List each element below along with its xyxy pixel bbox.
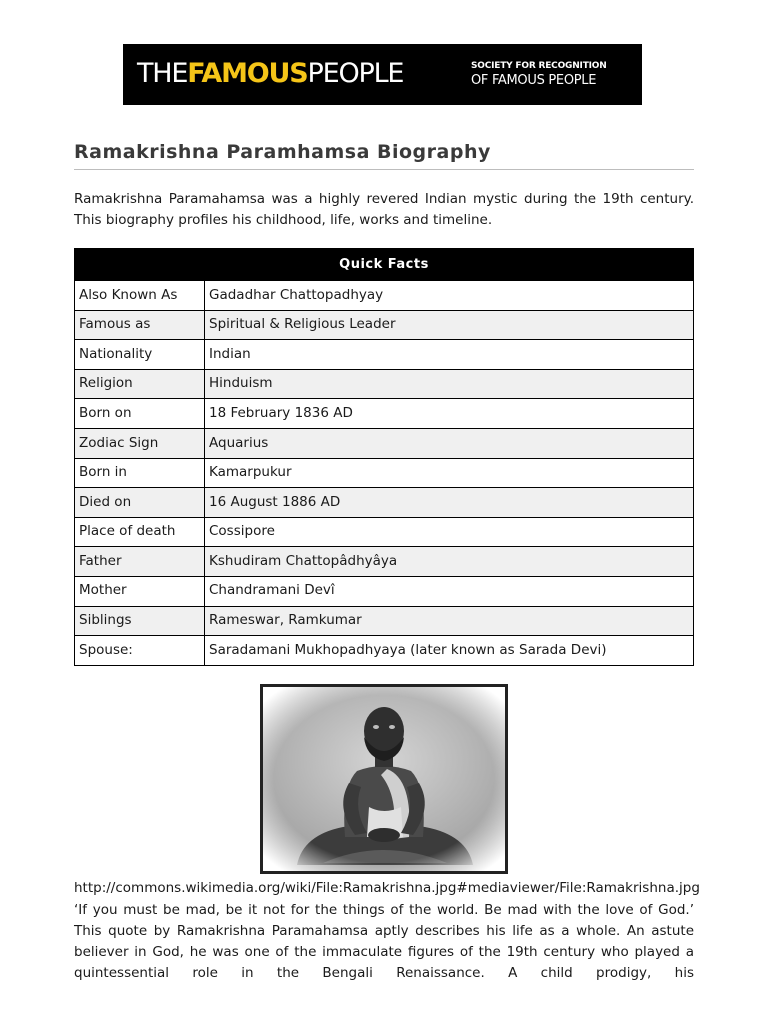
logo-tagline-line-2: OF FAMOUS PEOPLE — [471, 73, 597, 88]
logo-famous: FAMOUS — [187, 58, 308, 89]
table-row — [75, 636, 694, 666]
fact-label: Also Known As — [75, 281, 205, 311]
intro-paragraph: Ramakrishna Paramahamsa was a highly revered Indian mystic during the 19th century. This biography profiles his childhood, life, works and timeline. — [74, 191, 694, 228]
page-title: Ramakrishna Paramhamsa Biography — [74, 141, 694, 170]
portrait-photo — [260, 684, 508, 874]
table-row — [75, 547, 694, 577]
fact-label: Died on — [75, 488, 205, 518]
fact-label: Siblings — [75, 606, 205, 636]
fact-value: Kamarpukur — [205, 458, 694, 488]
fact-label: Religion — [75, 369, 205, 399]
table-row — [75, 428, 694, 458]
portrait-image — [263, 687, 505, 871]
fact-label: Father — [75, 547, 205, 577]
logo-tagline-line-1: SOCIETY FOR RECOGNITION — [471, 61, 607, 71]
fact-value: Aquarius — [205, 428, 694, 458]
fact-value: Spiritual & Religious Leader — [205, 310, 694, 340]
table-row — [75, 340, 694, 370]
table-row — [75, 606, 694, 636]
fact-value: Cossipore — [205, 517, 694, 547]
fact-value: Gadadhar Chattopadhyay — [205, 281, 694, 311]
fact-value: Saradamani Mukhopadhyaya (later known as Sarada Devi) — [205, 636, 694, 666]
fact-value: Chandramani Devî — [205, 576, 694, 606]
fact-label: Born on — [75, 399, 205, 429]
fact-label: Zodiac Sign — [75, 428, 205, 458]
table-row — [75, 488, 694, 518]
table-row — [75, 576, 694, 606]
site-logo-banner[interactable] — [123, 44, 642, 105]
fact-value: Indian — [205, 340, 694, 370]
logo-people: PEOPLE — [307, 58, 404, 89]
photo-source-link[interactable]: http://commons.wikimedia.org/wiki/File:Ramakrishna.jpg#mediaviewer/File:Ramakrishna.jpg — [74, 880, 700, 896]
quick-facts-table — [74, 248, 694, 666]
table-row — [75, 399, 694, 429]
fact-value: Hinduism — [205, 369, 694, 399]
table-row — [75, 458, 694, 488]
fact-label: Famous as — [75, 310, 205, 340]
fact-value: Kshudiram Chattopâdhyâya — [205, 547, 694, 577]
quick-facts-heading: Quick Facts — [75, 249, 694, 281]
table-row — [75, 517, 694, 547]
biography-paragraph: ‘If you must be mad, be it not for the things of the world. Be mad with the love of God.’ This quote by Ramakrishna Paramahamsa aptly describes his life as a whole. An astute believer in God, he was one of the immaculate figures of the 19th century who played a quintessential role in the Bengali Renaissance. A child prodigy, his — [74, 902, 694, 981]
table-row — [75, 310, 694, 340]
logo-the: THE — [137, 58, 188, 89]
fact-value: 18 February 1836 AD — [205, 399, 694, 429]
logo-tagline — [471, 60, 607, 89]
fact-value: Rameswar, Ramkumar — [205, 606, 694, 636]
fact-label: Place of death — [75, 517, 205, 547]
fact-label: Born in — [75, 458, 205, 488]
table-row — [75, 369, 694, 399]
logo-wordmark — [137, 57, 403, 91]
fact-value: 16 August 1886 AD — [205, 488, 694, 518]
fact-label: Spouse: — [75, 636, 205, 666]
table-row — [75, 281, 694, 311]
fact-label: Nationality — [75, 340, 205, 370]
fact-label: Mother — [75, 576, 205, 606]
